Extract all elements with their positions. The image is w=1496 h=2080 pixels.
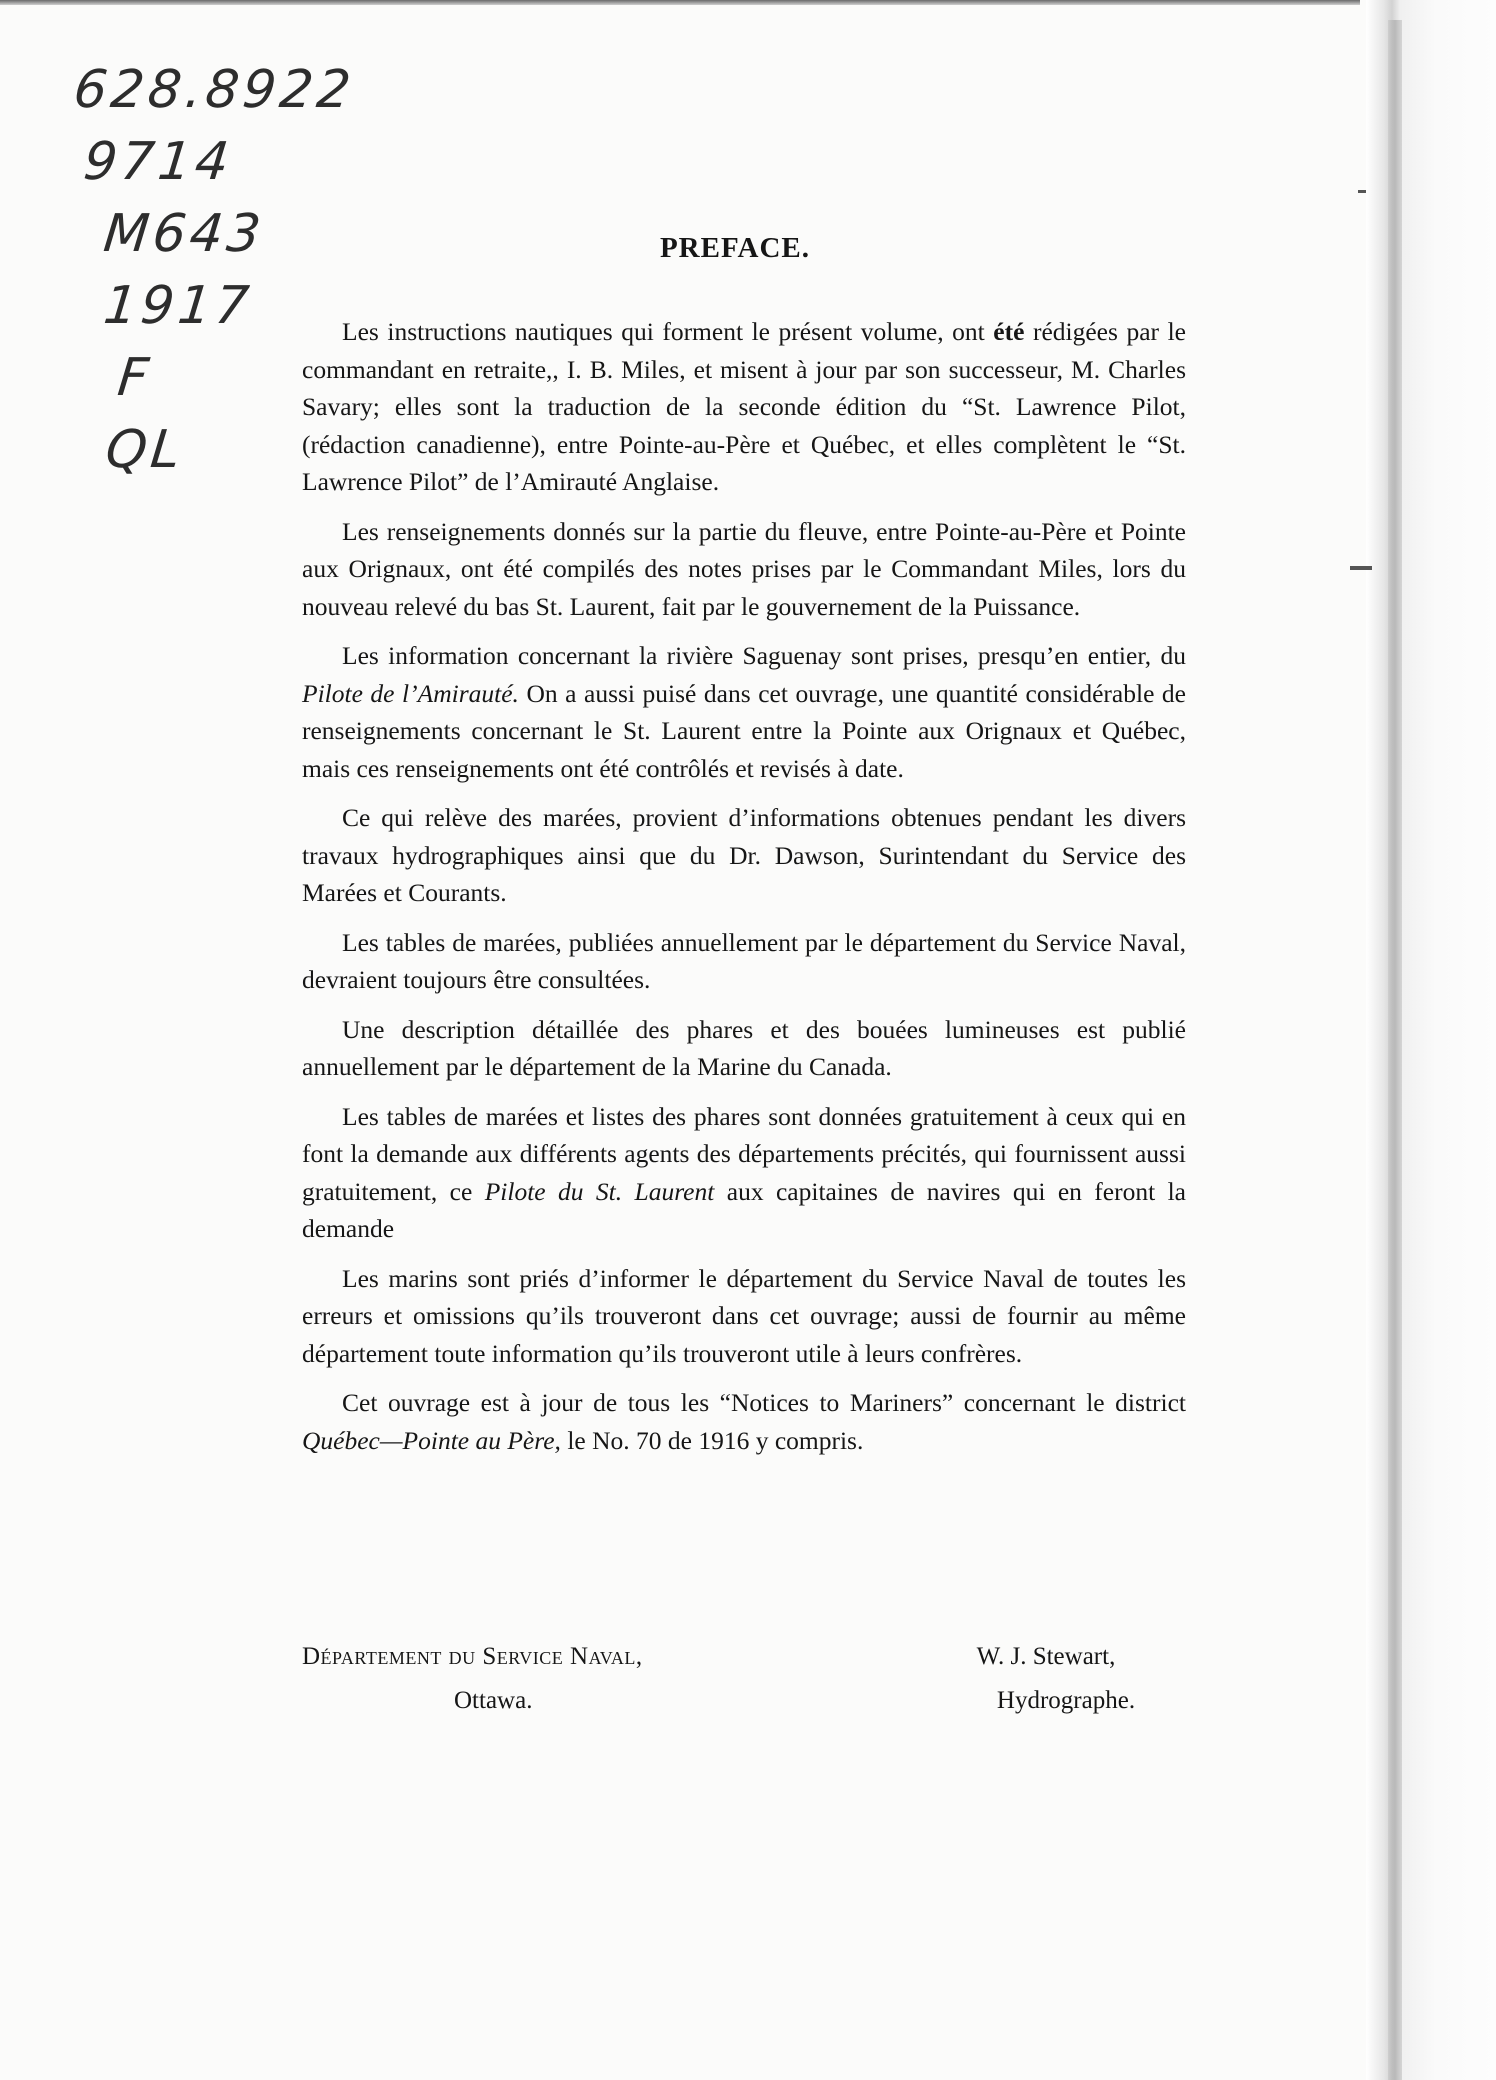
paragraph: Ce qui relève des marées, provient d’informations obtenues pendant les divers travaux hydrographiques ainsi que du Dr. Dawson, Surintendant du Service des Marées et Courants. — [302, 803, 1186, 907]
text-run: Pilote du St. Laurent — [484, 1176, 715, 1206]
paragraph — [302, 1384, 1186, 1459]
signatory-role: Hydrographe. — [996, 1687, 1136, 1714]
page-edge-band — [1388, 20, 1402, 2080]
preface-body — [302, 313, 1186, 1459]
text-run: Les tables de marées et listes des phares sont données gratuitement à ceux qui en font la demande aux différents agents des départements précités, qui fournissent aussi gratuitement, ce — [302, 1101, 1186, 1206]
text-run: aux capitaines de navires qui en feront la demande — [302, 1176, 1186, 1243]
text-run: Québec—Pointe au Père, — [302, 1425, 561, 1455]
text-run: Cet ouvrage est à jour de tous les “Notices to Mariners” concernant le district — [342, 1388, 1186, 1417]
paragraph — [302, 637, 1186, 787]
paragraph — [302, 1098, 1186, 1248]
text-run: Les information concernant la rivière Saguenay sont prises, presqu’en entier, du — [342, 641, 1186, 670]
signatory-name: W. J. Stewart, — [976, 1643, 1116, 1670]
page-edge-shadow — [1366, 0, 1496, 2080]
scan-speck — [1350, 566, 1372, 570]
signature-left — [302, 1635, 782, 1723]
text-run: On a aussi puisé dans cet ouvrage, une quantité considérable de renseignements concernant le St. Laurent entre la Pointe aux Orignaux et Québec, mais ces renseignements ont été contrôlés et revisés à date. — [302, 678, 1186, 783]
text-run: rédigées par le commandant en retraite,, I. B. Miles, et misent à jour par son successeur, M. Charles Savary; elles sont la traduction de la seconde édition du “St. Lawrence Pilot, (rédaction canadienne), entre Pointe-au-Père et Québec, et elles complètent le “St. Lawrence Pilot” de l’Amirauté Anglaise. — [302, 317, 1186, 496]
paragraph: Les tables de marées, publiées annuellement par le département du Service Naval, devraient toujours être consultées. — [302, 927, 1186, 994]
department-city: Ottawa. — [454, 1687, 533, 1714]
call-number-line: 1917 — [100, 276, 256, 336]
scan-top-border — [0, 0, 1360, 5]
signature-right — [926, 1635, 1166, 1723]
text-run: Les instructions nautiques qui forment le présent volume, ont — [342, 317, 994, 346]
text-run: le No. 70 de 1916 y compris. — [560, 1425, 864, 1455]
scan-speck — [1358, 190, 1366, 193]
paragraph: Les renseignements donnés sur la partie du fleuve, entre Pointe-au-Père et Pointe aux Orignaux, ont été compilés des notes prises par le Commandant Miles, lors du nouveau relevé du bas St. Laurent, fait par le gouvernement de la Puissance. — [302, 516, 1186, 621]
call-number-line: 9714 — [80, 132, 236, 192]
text-run: été — [993, 317, 1025, 346]
text-run: Pilote de l’Amirauté. — [302, 678, 519, 708]
paragraph: Les marins sont priés d’informer le département du Service Naval de toutes les erreurs et omissions qu’ils trouveront dans cet ouvrage; aussi de fournir au même département toute information qu’ils trouveront utile à leurs confrères. — [302, 1263, 1186, 1368]
paragraph: Une description détaillée des phares et des bouées lumineuses est publié annuellement par le département de la Marine du Canada. — [302, 1014, 1186, 1081]
paragraph — [302, 313, 1186, 501]
department-name: Département du Service Naval, — [302, 1643, 643, 1670]
page-title: PREFACE. — [659, 232, 811, 264]
call-number-line: QL — [102, 420, 188, 480]
call-number-line: M643 — [100, 204, 268, 264]
call-number-line: F — [114, 348, 156, 408]
call-number-line: 628.8922 — [70, 60, 358, 120]
